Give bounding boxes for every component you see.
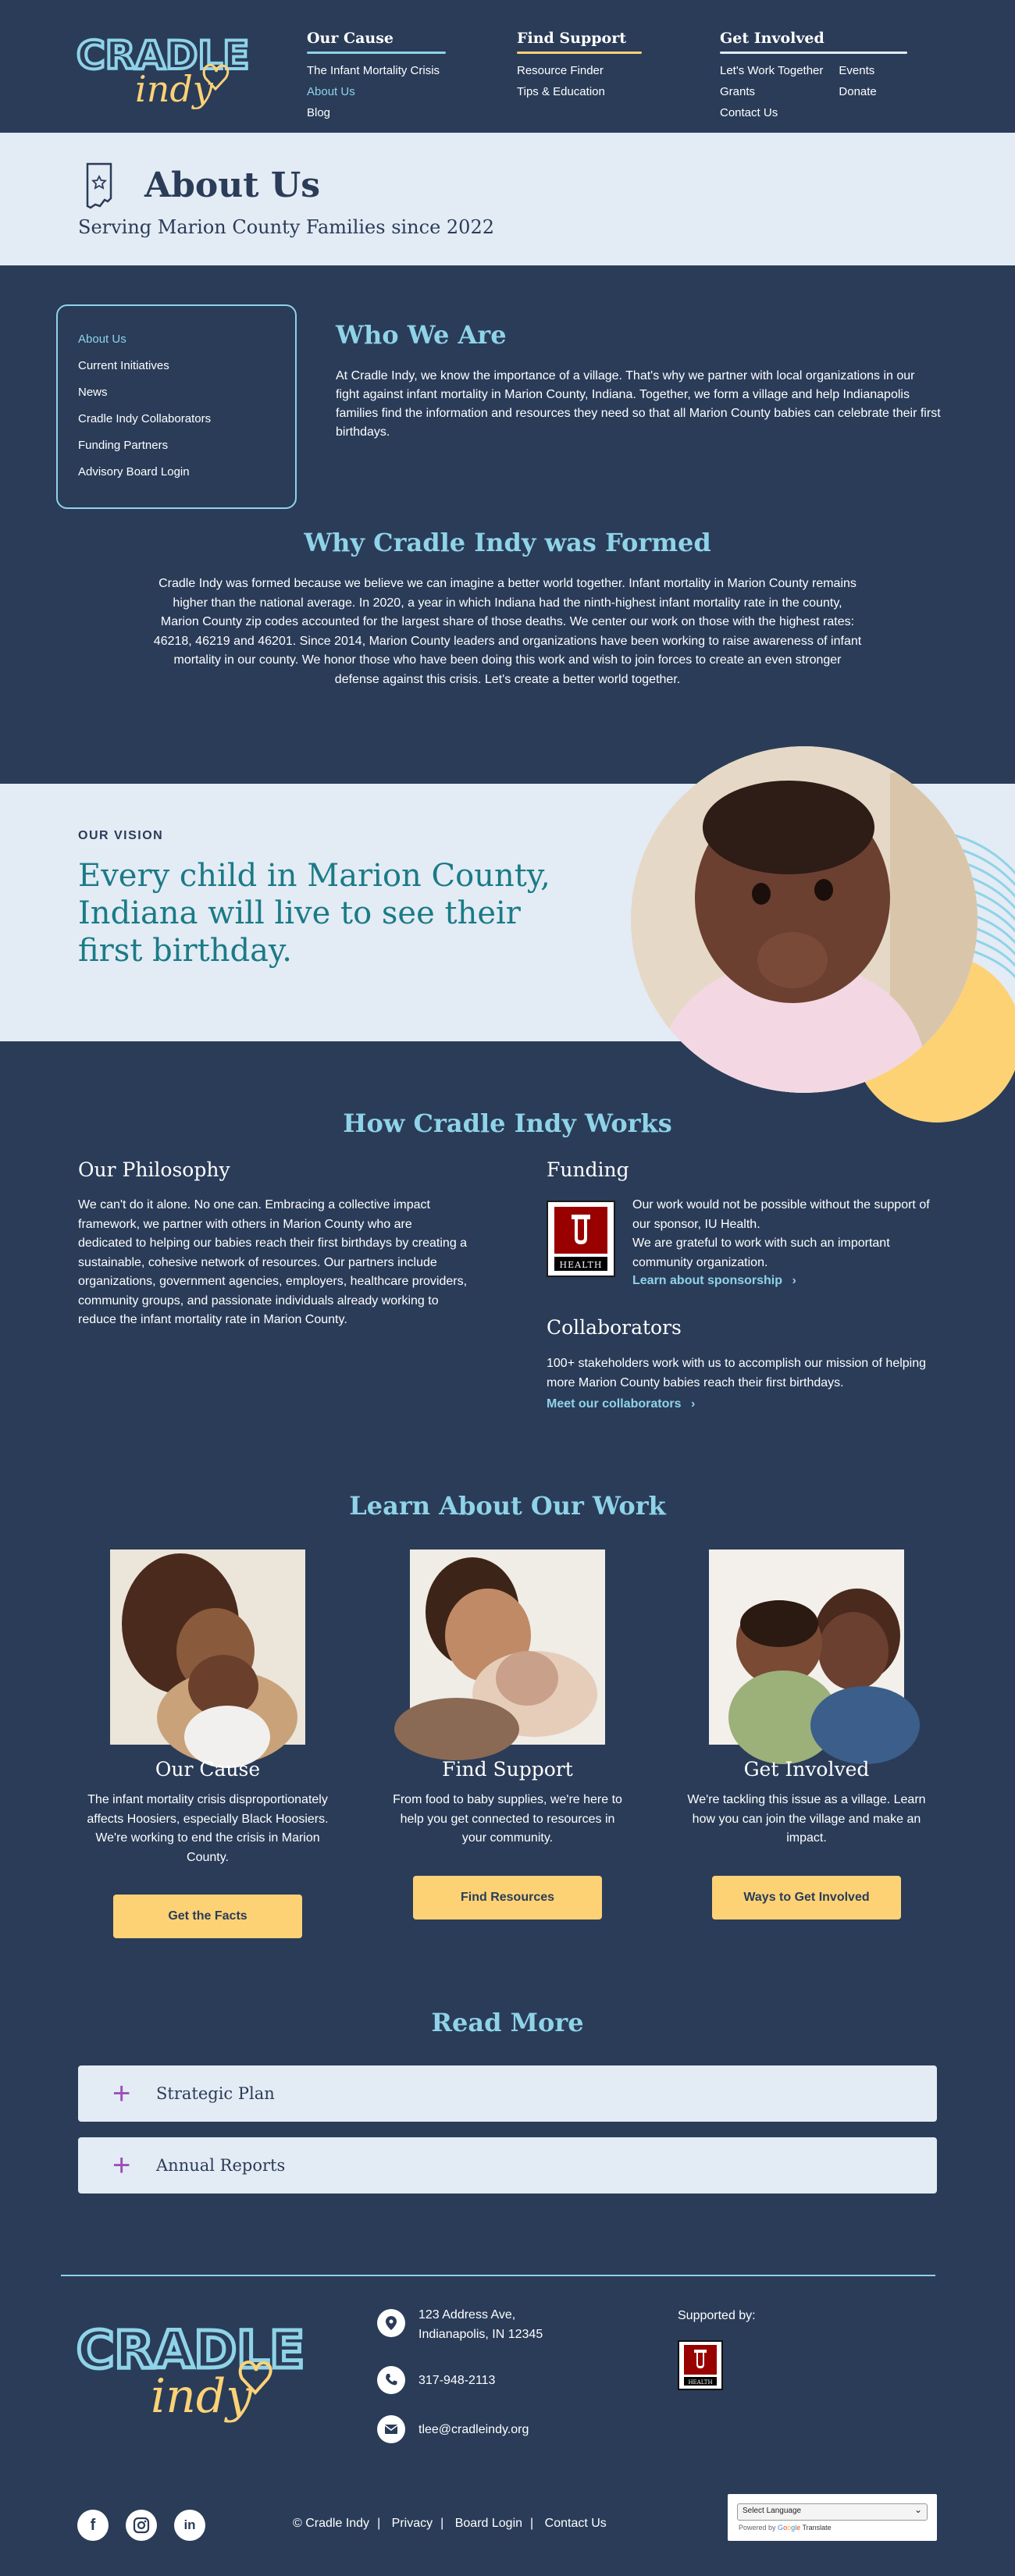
nav-underline	[517, 52, 642, 54]
baby-photo-illustration	[593, 742, 1015, 1124]
location-pin-icon	[377, 2309, 405, 2337]
about-side-nav	[56, 304, 297, 509]
linkedin-icon[interactable]: in	[174, 2510, 205, 2541]
who-we-are-text: At Cradle Indy, we know the importance of a village. That's why we partner with local organizations in our fight against infant mortality in Marion County, Indiana. Together, we form a village and help Indianapolis families find the information and resources they need so that all Marion County babies can celebrate their first birthdays.	[336, 369, 941, 439]
nav-underline	[720, 52, 907, 54]
instagram-icon[interactable]	[126, 2510, 157, 2541]
footer-email[interactable]: tlee@cradleindy.org	[418, 2423, 529, 2436]
card-title-our-cause: Our Cause	[155, 1758, 261, 1781]
nav-link-about-us[interactable]: About Us	[307, 85, 355, 98]
nav-link-blog[interactable]: Blog	[307, 106, 331, 119]
card-title-get-involved: Get Involved	[743, 1758, 870, 1781]
nav-our-cause	[307, 30, 446, 123]
site-header	[0, 0, 1015, 133]
philosophy-text: We can't do it alone. No one can. Embracing a collective impact framework, we partner with others in Marion County who are dedicated to helping our babies reach their first birthdays by creating a sustainable, cohesive network of resources. Our partners include organizations, government agencies, employers, healthcare providers, community groups, and passionate individuals already working to reduce the infant mortality rate in Marion County.	[78, 1198, 468, 1326]
ways-to-get-involved-button[interactable]: Ways to Get Involved	[712, 1876, 901, 1920]
nav-title-get-involved[interactable]: Get Involved	[720, 30, 824, 47]
how-it-works-heading: How Cradle Indy Works	[343, 1108, 672, 1138]
nav-get-involved	[720, 30, 907, 123]
nav-title-find-support[interactable]: Find Support	[517, 30, 626, 47]
svg-text:HEALTH: HEALTH	[688, 2379, 713, 2386]
translate-powered-by: Powered by Google Translate	[739, 2524, 832, 2532]
footer-cradle-indy-logo[interactable]	[77, 2307, 305, 2424]
sidenav-about-us[interactable]: About Us	[78, 333, 126, 346]
accordion-annual-reports[interactable]	[78, 2137, 937, 2194]
card-text-find-support: From food to baby supplies, we're here to help you get connected to resources in your community.	[393, 1793, 622, 1845]
email-icon	[377, 2415, 405, 2443]
nav-find-support	[517, 30, 642, 102]
page-subtitle: Serving Marion County Families since 2022	[78, 216, 494, 238]
get-the-facts-button[interactable]: Get the Facts	[113, 1895, 302, 1938]
sidenav-collaborators[interactable]: Cradle Indy Collaborators	[78, 412, 212, 425]
funding-text-1: Our work would not be possible without the support of our sponsor, IU Health.	[632, 1198, 930, 1231]
collaborators-link[interactable]	[547, 1397, 695, 1411]
collaborators-heading: Collaborators	[547, 1316, 682, 1339]
footer-links: © Cradle Indy | Privacy | Board Login | Contact Us	[293, 2517, 607, 2530]
sidenav-news[interactable]: News	[78, 386, 108, 399]
find-support-photo	[410, 1550, 605, 1745]
chevron-right-icon: ›	[690, 1397, 696, 1411]
vision-label: OUR VISION	[78, 829, 164, 842]
accordion-label: Annual Reports	[156, 2156, 286, 2175]
indiana-state-icon	[84, 162, 119, 209]
learn-heading: Learn About Our Work	[349, 1491, 666, 1521]
chevron-right-icon: ›	[792, 1274, 796, 1287]
plus-icon: +	[112, 2076, 131, 2111]
iu-health-logo[interactable]	[547, 1201, 615, 1277]
funding-heading: Funding	[547, 1158, 629, 1181]
cradle-indy-logo[interactable]	[77, 23, 250, 113]
board-login-link[interactable]: Board Login	[454, 2517, 523, 2530]
nav-link-resource-finder[interactable]: Resource Finder	[517, 64, 604, 77]
card-text-get-involved: We're tackling this issue as a village. Learn how you can join the village and make an impact.	[687, 1793, 926, 1845]
page-title: About Us	[144, 165, 321, 205]
supported-by-label: Supported by:	[678, 2309, 756, 2322]
who-we-are-heading: Who We Are	[336, 320, 507, 350]
copyright: © Cradle Indy	[293, 2517, 370, 2530]
address-line-2: Indianapolis, IN 12345	[418, 2328, 543, 2341]
privacy-link[interactable]: Privacy	[391, 2517, 433, 2530]
facebook-icon[interactable]: f	[77, 2510, 109, 2541]
address-line-1: 123 Address Ave,	[418, 2308, 516, 2322]
logo-indy-text: indy	[135, 68, 213, 110]
philosophy-heading: Our Philosophy	[78, 1158, 230, 1181]
logo-cradle-text: CRADLE	[77, 2320, 305, 2380]
footer-iu-health-logo[interactable]	[678, 2340, 723, 2390]
why-formed-heading: Why Cradle Indy was Formed	[304, 528, 711, 557]
nav-link-contact[interactable]: Contact Us	[720, 106, 778, 119]
footer-phone[interactable]: 317-948-2113	[418, 2374, 496, 2387]
logo-indy-text: indy	[151, 2369, 253, 2424]
collaborators-link-label: Meet our collaborators	[547, 1397, 682, 1411]
footer-divider	[61, 2275, 935, 2276]
google-translate-widget	[728, 2494, 937, 2541]
card-title-find-support: Find Support	[442, 1758, 573, 1781]
contact-us-link[interactable]: Contact Us	[544, 2517, 607, 2530]
nav-link-events[interactable]: Events	[839, 64, 875, 77]
vision-statement: Every child in Marion County, Indiana will live to see their first birthday.	[78, 858, 550, 969]
get-involved-photo	[709, 1550, 904, 1745]
collaborators-text: 100+ stakeholders work with us to accomplish our mission of helping more Marion County babies reach their first birthdays.	[547, 1357, 927, 1389]
plus-icon: +	[112, 2148, 131, 2183]
funding-text-2: We are grateful to work with such an important community organization.	[632, 1236, 890, 1269]
accordion-strategic-plan[interactable]	[78, 2065, 937, 2122]
read-more-heading: Read More	[431, 2008, 584, 2037]
nav-link-grants[interactable]: Grants	[720, 85, 756, 98]
sidenav-advisory-login[interactable]: Advisory Board Login	[78, 465, 190, 479]
nav-link-infant-mortality[interactable]: The Infant Mortality Crisis	[307, 64, 440, 77]
phone-icon	[377, 2366, 405, 2394]
find-resources-button[interactable]: Find Resources	[413, 1876, 602, 1920]
nav-underline	[307, 52, 446, 54]
language-select[interactable]: Select Language ⌄	[737, 2503, 928, 2521]
logo-cradle-text: CRADLE	[77, 33, 250, 78]
our-cause-photo	[110, 1550, 305, 1745]
sidenav-funding-partners[interactable]: Funding Partners	[78, 439, 169, 452]
sidenav-current-initiatives[interactable]: Current Initiatives	[78, 359, 169, 372]
why-formed-text: Cradle Indy was formed because we believe we can imagine a better world together. Infant mortality in Marion County remains higher than the national average. In 2020, a year in which Indiana had the ninth-highest infant mortality rate in the county, Marion County zip codes accounted for the largest share of those deaths. We center our work on those with the highest rates: 46218, 46219 and 46201. Since 2014, Marion County leaders and organizations have been working to raise awareness of infant mortality in our county. We honor those who have been doing this work and wish to join forces to create an even stronger defense against this crisis. Let's create a better world together.	[153, 577, 862, 686]
nav-link-tips-education[interactable]: Tips & Education	[517, 85, 605, 98]
accordion-label: Strategic Plan	[156, 2084, 275, 2103]
sponsorship-link-label: Learn about sponsorship	[632, 1274, 783, 1287]
nav-link-work-together[interactable]: Let's Work Together	[720, 64, 824, 77]
nav-link-donate[interactable]: Donate	[839, 85, 877, 98]
svg-text:HEALTH: HEALTH	[559, 1260, 603, 1270]
nav-title-our-cause[interactable]: Our Cause	[307, 30, 394, 47]
card-text-our-cause: The infant mortality crisis disproportionately affects Hoosiers, especially Black Hoosiers. We're working to end the crisis in Marion County.	[87, 1793, 329, 1864]
footer-address	[418, 2305, 543, 2344]
sponsorship-link[interactable]	[632, 1274, 796, 1288]
